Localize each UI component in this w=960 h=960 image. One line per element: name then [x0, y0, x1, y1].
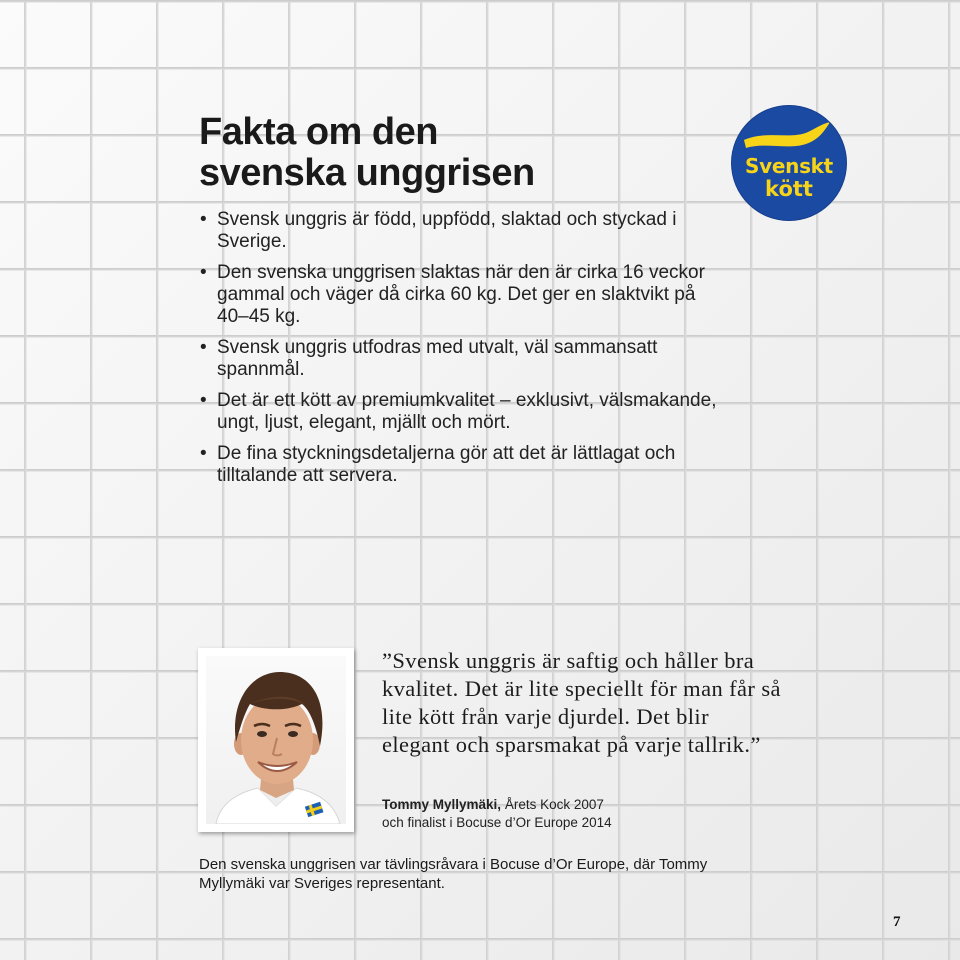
bullet-icon: •: [200, 443, 207, 464]
quote-attribution: [382, 796, 782, 832]
footer-note: Den svenska unggrisen var tävlingsråvara i Bocuse d’Or Europe, där Tommy Myllymäki var Sveriges representant.: [199, 856, 708, 892]
fact-item: [199, 390, 719, 434]
bullet-icon: •: [200, 337, 207, 358]
chef-portrait: [206, 656, 346, 824]
logo-text-line-1: Svenskt: [745, 154, 833, 178]
bullet-icon: •: [200, 209, 207, 230]
chef-quote: ”Svensk unggris är saftig och håller bra kvalitet. Det är lite speciellt för man får så lite kött från varje djurdel. Det blir elegant och sparsmakat på varje tallrik.”: [382, 648, 781, 757]
quote-author-title: Årets Kock 2007: [504, 797, 604, 812]
chef-photo-frame: [198, 648, 354, 832]
page-title: [199, 112, 669, 194]
fact-text: Svensk unggris är född, uppfödd, slaktad och styckad i Sverige.: [217, 209, 677, 252]
fact-item: [199, 443, 719, 487]
logo-text-line-2: kött: [765, 177, 813, 201]
quote-author-extra: och finalist i Bocuse d’Or Europe 2014: [382, 815, 612, 830]
bullet-icon: •: [200, 262, 207, 283]
fact-text: Det är ett kött av premiumkvalitet – exklusivt, välsmakande, ungt, ljust, elegant, mjällt och mört.: [217, 390, 717, 433]
page-title-line-1: Fakta om den: [199, 111, 438, 153]
bullet-icon: •: [200, 390, 207, 411]
fact-text: De fina styckningsdetaljerna gör att det är lättlagat och tilltalande att servera.: [217, 443, 676, 486]
fact-text: Svensk unggris utfodras med utvalt, väl sammansatt spannmål.: [217, 337, 658, 380]
chef-portrait-illustration: [206, 656, 346, 824]
page-number: 7: [893, 914, 901, 930]
fact-text: Den svenska unggrisen slaktas när den är cirka 16 veckor gammal och väger då cirka 60 kg. Det ger en slaktvikt på 40–45 kg.: [217, 262, 705, 327]
svenskt-kott-logo: [732, 106, 846, 220]
page-title-line-2: svenska unggrisen: [199, 152, 535, 194]
fact-item: [199, 262, 719, 328]
quote-author-name: Tommy Myllymäki,: [382, 797, 502, 812]
fact-item: [199, 209, 719, 253]
fact-item: [199, 337, 719, 381]
facts-list: [199, 209, 719, 496]
